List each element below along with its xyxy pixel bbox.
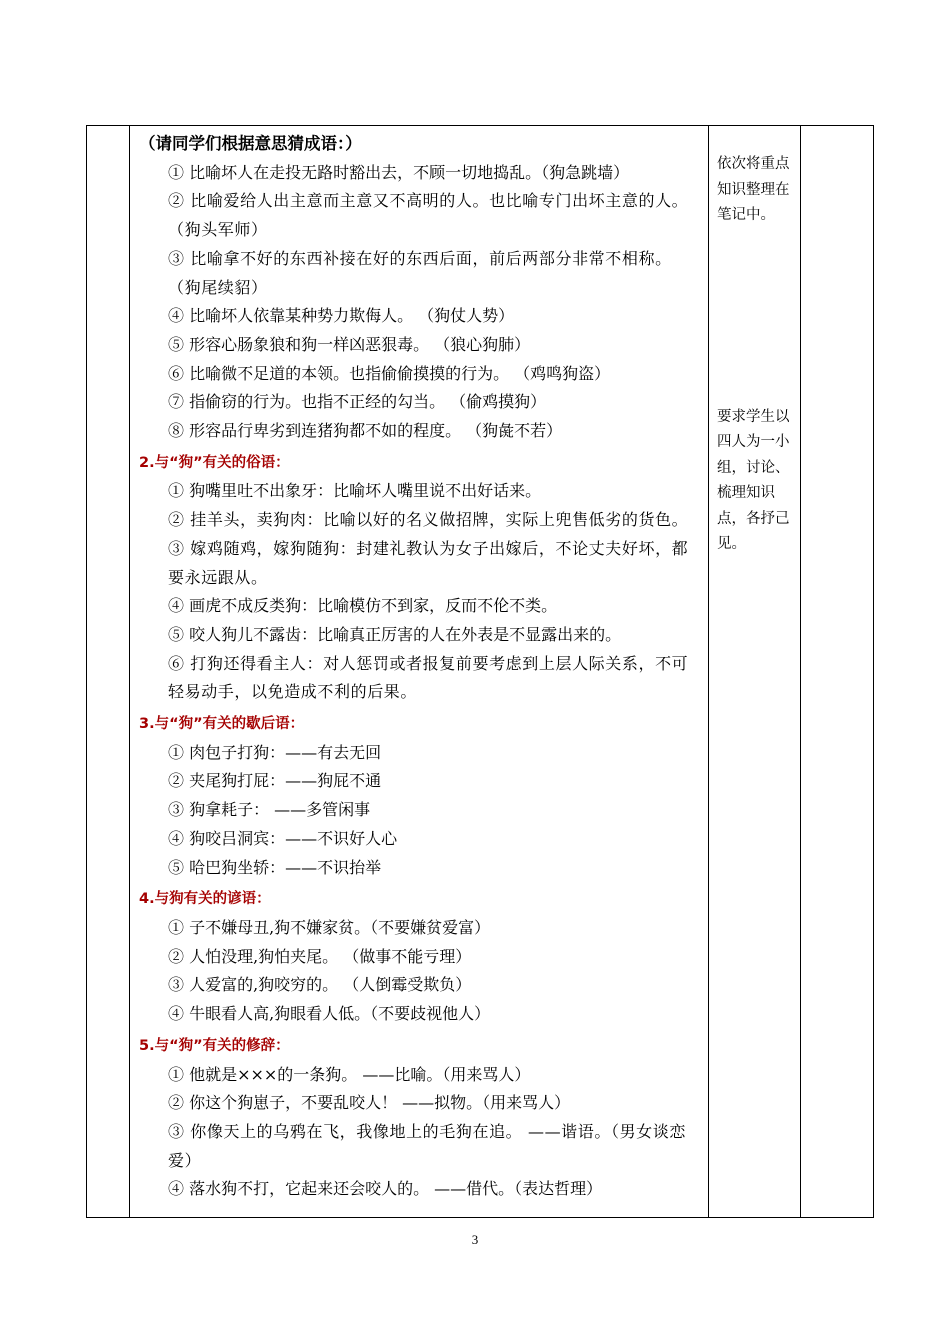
xiehouyu-item-1: ① 肉包子打狗：——有去无回 bbox=[168, 742, 382, 762]
rhetoric-item-1: ① 他就是×××的一条狗。 ——比喻。（用来骂人） bbox=[168, 1064, 531, 1084]
section-title-rhetoric: 5.与“狗”有关的修辞： bbox=[139, 1037, 290, 1054]
rhetoric-item-2: ② 你这个狗崽子，不要乱咬人！ ——拟物。（用来骂人） bbox=[168, 1093, 571, 1113]
notes-cell bbox=[709, 126, 801, 1218]
idiom-item-4: ④ 比喻坏人依靠某种势力欺侮人。 （狗仗人势） bbox=[168, 306, 515, 326]
idiom-item-1: ① 比喻坏人在走投无路时豁出去，不顾一切地捣乱。（狗急跳墙） bbox=[168, 162, 630, 182]
rhetoric-item-3: ③ 你像天上的乌鸦在飞，我像地上的毛狗在追。 ——谐语。（男女谈恋爱） bbox=[168, 1121, 686, 1170]
section-title-sayings: 4.与狗有关的谚语： bbox=[139, 891, 271, 908]
page-number: 3 bbox=[471, 1232, 479, 1247]
proverb-item-6: ⑥ 打狗还得看主人：对人惩罚或者报复前要考虑到上层人际关系，不可轻易动手，以免造成不利的后果。 bbox=[168, 653, 689, 702]
side-note-organize: 依次将重点知识整理在笔记中。 bbox=[717, 156, 790, 223]
section-title-xiehouyu: 3.与“狗”有关的歇后语： bbox=[139, 716, 305, 733]
saying-item-2: ② 人怕没理,狗怕夹尾。 （做事不能亏理） bbox=[168, 946, 472, 966]
section-title-proverbs: 2.与“狗”有关的俗语： bbox=[139, 454, 290, 471]
idiom-item-3: ③ 比喻拿不好的东西补接在好的东西后面，前后两部分非常不相称。 （狗尾续貂） bbox=[168, 248, 672, 297]
idiom-item-8: ⑧ 形容品行卑劣到连猪狗都不如的程度。 （狗彘不若） bbox=[168, 421, 563, 441]
rhetoric-item-4: ④ 落水狗不打，它起来还会咬人的。 ——借代。（表达哲理） bbox=[168, 1179, 603, 1199]
saying-item-4: ④ 牛眼看人高,狗眼看人低。（不要歧视他人） bbox=[168, 1004, 491, 1024]
xiehouyu-item-5: ⑤ 哈巴狗坐轿：——不识抬举 bbox=[168, 857, 382, 877]
content-cell bbox=[130, 126, 709, 1218]
xiehouyu-item-3: ③ 狗拿耗子： ——多管闲事 bbox=[168, 800, 371, 820]
saying-item-3: ③ 人爱富的,狗咬穷的。 （人倒霉受欺负） bbox=[168, 975, 472, 995]
proverb-item-3: ③ 嫁鸡随鸡，嫁狗随狗：封建礼教认为女子出嫁后，不论丈夫好坏，都要永远跟从。 bbox=[168, 538, 689, 587]
intro-heading: （请同学们根据意思猜成语：） bbox=[139, 134, 362, 153]
blank-left-cell bbox=[87, 126, 130, 1218]
idiom-item-2: ② 比喻爱给人出主意而主意又不高明的人。也比喻专门出坏主意的人。 （狗头军师） bbox=[168, 191, 689, 240]
lesson-table bbox=[86, 125, 874, 1218]
side-note-group-discussion: 要求学生以四人为一小组，讨论、梳理知识点，各抒己见。 bbox=[717, 408, 790, 552]
xiehouyu-item-2: ② 夹尾狗打屁：——狗屁不通 bbox=[168, 771, 382, 791]
proverb-item-4: ④ 画虎不成反类狗：比喻模仿不到家，反而不伦不类。 bbox=[168, 596, 558, 616]
xiehouyu-item-4: ④ 狗咬吕洞宾：——不识好人心 bbox=[168, 828, 398, 848]
proverb-item-5: ⑤ 咬人狗儿不露齿：比喻真正厉害的人在外表是不显露出来的。 bbox=[168, 624, 622, 644]
proverb-item-2: ② 挂羊头，卖狗肉：比喻以好的名义做招牌，实际上兜售低劣的货色。 bbox=[168, 510, 689, 530]
idiom-item-6: ⑥ 比喻微不足道的本领。也指偷偷摸摸的行为。 （鸡鸣狗盗） bbox=[168, 363, 611, 383]
saying-item-1: ① 子不嫌母丑,狗不嫌家贫。（不要嫌贫爱富） bbox=[168, 917, 491, 937]
idiom-item-7: ⑦ 指偷窃的行为。也指不正经的勾当。 （偷鸡摸狗） bbox=[168, 392, 547, 412]
proverb-item-1: ① 狗嘴里吐不出象牙：比喻坏人嘴里说不出好话来。 bbox=[168, 481, 542, 501]
blank-right-cell bbox=[801, 126, 874, 1218]
idiom-item-5: ⑤ 形容心肠象狼和狗一样凶恶狠毒。 （狼心狗肺） bbox=[168, 334, 531, 354]
